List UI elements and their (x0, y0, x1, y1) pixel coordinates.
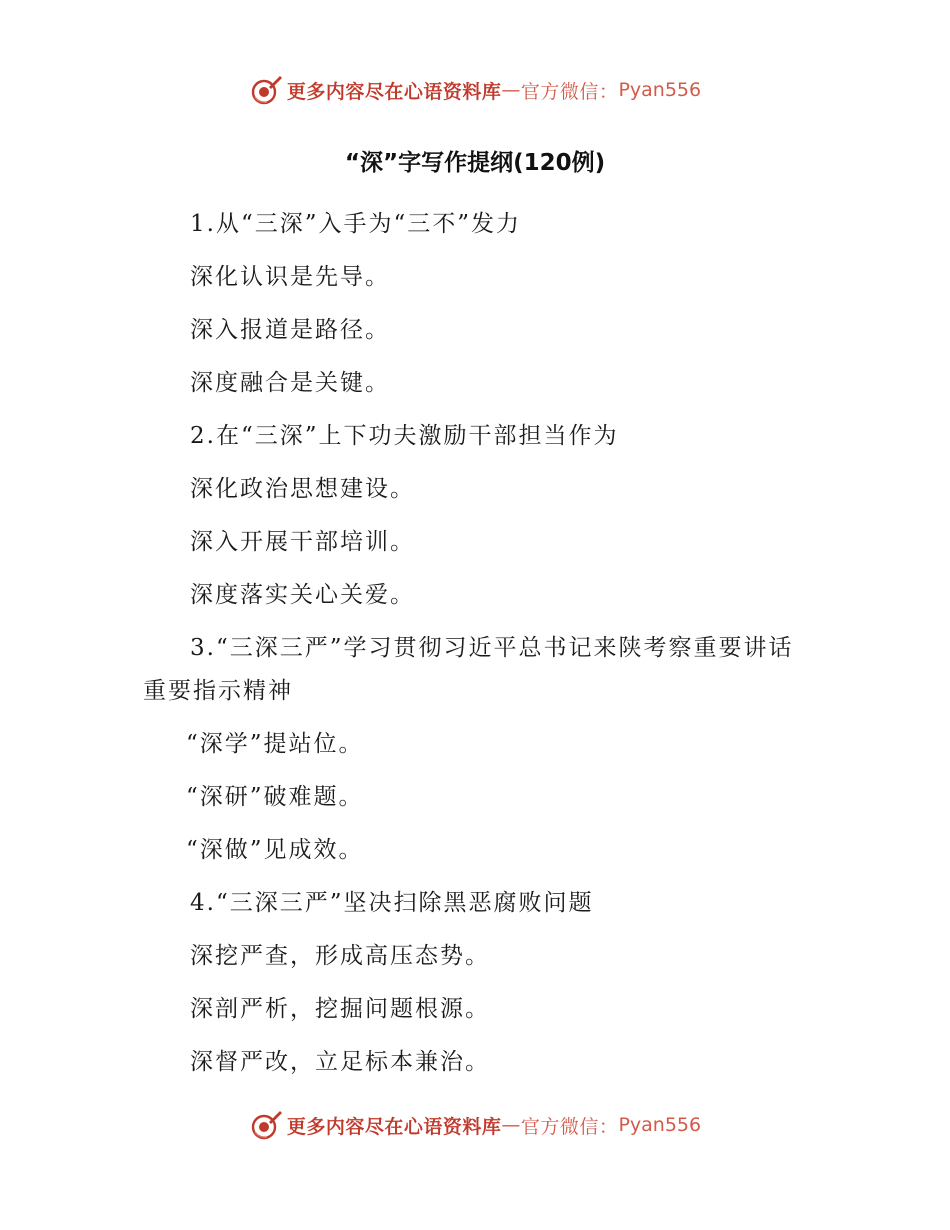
section-heading-1: 1.从“三深”入手为“三不”发力 (190, 211, 521, 237)
banner-wechat-id: Pyan556 (618, 79, 702, 101)
body-line: “深研”破难题。 (186, 784, 364, 810)
body-line: 深度融合是关键。 (190, 370, 390, 396)
body-line: 深入报道是路径。 (190, 317, 390, 343)
section-heading-2: 2.在“三深”上下功夫激励干部担当作为 (190, 423, 619, 449)
footer-banner (0, 1105, 950, 1145)
body-line: 深督严改，立足标本兼治。 (190, 1049, 490, 1075)
body-line: 深入开展干部培训。 (190, 529, 415, 555)
section-heading-4: 4.“三深三严”坚决扫除黑恶腐败问题 (190, 890, 594, 916)
body-line: “深做”见成效。 (186, 837, 364, 863)
body-line: 深挖严查，形成高压态势。 (190, 943, 490, 969)
pen-logo-icon (249, 1108, 283, 1142)
banner-label: 官方微信： (520, 1115, 619, 1138)
body-line: 深剖严析，挖掘问题根源。 (190, 996, 490, 1022)
banner-separator: — (501, 1114, 521, 1136)
body-line: 深化政治思想建设。 (190, 476, 415, 502)
body-line: “深学”提站位。 (186, 731, 364, 757)
body-line: 深化认识是先导。 (190, 264, 390, 290)
banner-label: 官方微信： (520, 80, 619, 103)
banner-brand: 更多内容尽在心语资料库 (286, 1115, 502, 1138)
body-line: 深度落实关心关爱。 (190, 582, 415, 608)
banner-wechat-id: Pyan556 (618, 1114, 702, 1136)
banner-brand: 更多内容尽在心语资料库 (286, 80, 502, 103)
page-title: “深”字写作提纲(120例) (344, 150, 606, 176)
section-heading-3: 3.“三深三严”学习贯彻习近平总书记来陕考察重要讲话 (190, 635, 794, 661)
header-banner (0, 70, 950, 110)
pen-logo-icon (249, 73, 283, 107)
section-heading-3-continued: 重要指示精神 (143, 678, 293, 704)
banner-separator: — (501, 79, 521, 101)
